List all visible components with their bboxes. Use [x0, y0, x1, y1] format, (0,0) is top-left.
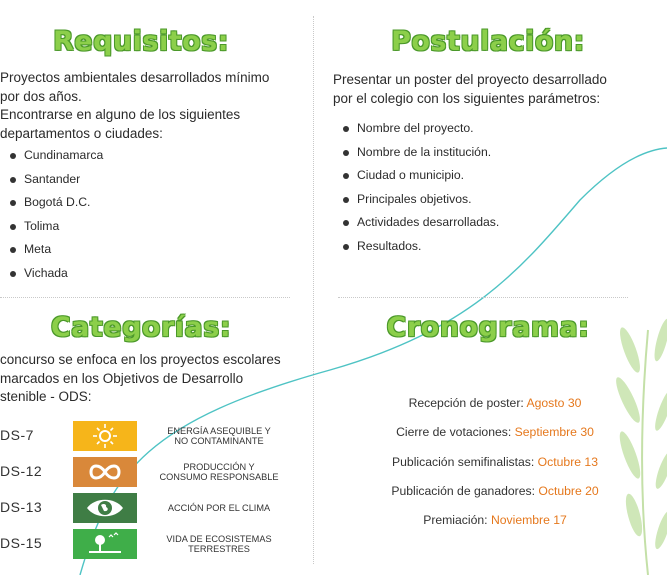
list-item: Santander: [8, 168, 300, 192]
list-item: Meta: [8, 238, 300, 262]
ods-desc-line2: CONSUMO RESPONSABLE: [159, 472, 279, 482]
ods-desc-line2: NO CONTAMINANTE: [174, 436, 264, 446]
categorias-intro-line3: stenible - ODS:: [0, 389, 92, 404]
requisitos-intro-line3: Encontrarse en alguno de los siguientes: [0, 107, 241, 122]
cronograma-title: Cronograma:: [386, 312, 590, 343]
schedule-row: [330, 484, 660, 498]
requisitos-intro-line4: departamentos o ciudades:: [0, 125, 163, 141]
schedule-date: Septiembre 30: [514, 425, 594, 439]
schedule-row: [330, 425, 660, 439]
list-item: Ciudad o municipio.: [341, 164, 653, 188]
list-item: Nombre de la institución.: [341, 141, 653, 165]
requisitos-title: Requisitos:: [52, 26, 230, 57]
ods-code: DS-13: [0, 499, 43, 515]
ods-desc-line2: TERRESTRES: [188, 544, 250, 554]
list-item: Tolima: [8, 215, 300, 239]
ods-desc-line1: PRODUCCIÓN Y: [183, 461, 255, 472]
list-item: Nombre del proyecto.: [341, 117, 653, 141]
schedule-date: Noviembre 17: [490, 513, 567, 527]
ods-desc-line1: ACCIÓN POR EL CLIMA: [167, 502, 271, 513]
categorias-intro-line1: concurso se enfoca en los proyectos escolares: [0, 352, 281, 367]
schedule-date: Octubre 13: [537, 455, 598, 469]
schedule-row: [330, 396, 660, 410]
categorias-title: Categorías:: [50, 312, 232, 343]
schedule-label: Premiación:: [423, 513, 488, 527]
list-item: Cundinamarca: [8, 144, 300, 168]
ods-desc-line1: VIDA DE ECOSISTEMAS: [166, 533, 272, 544]
categorias-intro-line2: marcados en los Objetivos de Desarrollo: [0, 370, 244, 386]
schedule-date: Octubre 20: [538, 484, 599, 498]
list-item: Resultados.: [341, 235, 653, 259]
schedule-row: [330, 513, 660, 527]
requisitos-intro-line1: Proyectos ambientales desarrollados mínimo: [0, 70, 270, 85]
requisitos-intro-line2: por dos años.: [0, 88, 82, 104]
schedule-label: Recepción de poster:: [408, 396, 524, 410]
postulacion-intro-line1: Presentar un poster del proyecto desarrollado: [333, 72, 607, 87]
schedule-date: Agosto 30: [526, 396, 582, 410]
list-item: Actividades desarrolladas.: [341, 211, 653, 235]
schedule-label: Publicación de ganadores:: [391, 484, 535, 498]
postulacion-title: Postulación:: [391, 26, 585, 57]
ods-code: DS-7: [0, 427, 34, 443]
schedule-row: [330, 455, 660, 469]
list-item: Principales objetivos.: [341, 188, 653, 212]
schedule-label: Cierre de votaciones:: [396, 425, 512, 439]
list-item: Bogotá D.C.: [8, 191, 300, 215]
list-item: Vichada: [8, 262, 300, 286]
postulacion-intro-line2: por el colegio con los siguientes parámetros:: [333, 90, 601, 106]
ods-code: DS-15: [0, 535, 43, 551]
ods-desc-line1: ENERGÍA ASEQUIBLE Y: [167, 425, 271, 436]
schedule-label: Publicación semifinalistas:: [392, 455, 535, 469]
ods-code: DS-12: [0, 463, 43, 479]
